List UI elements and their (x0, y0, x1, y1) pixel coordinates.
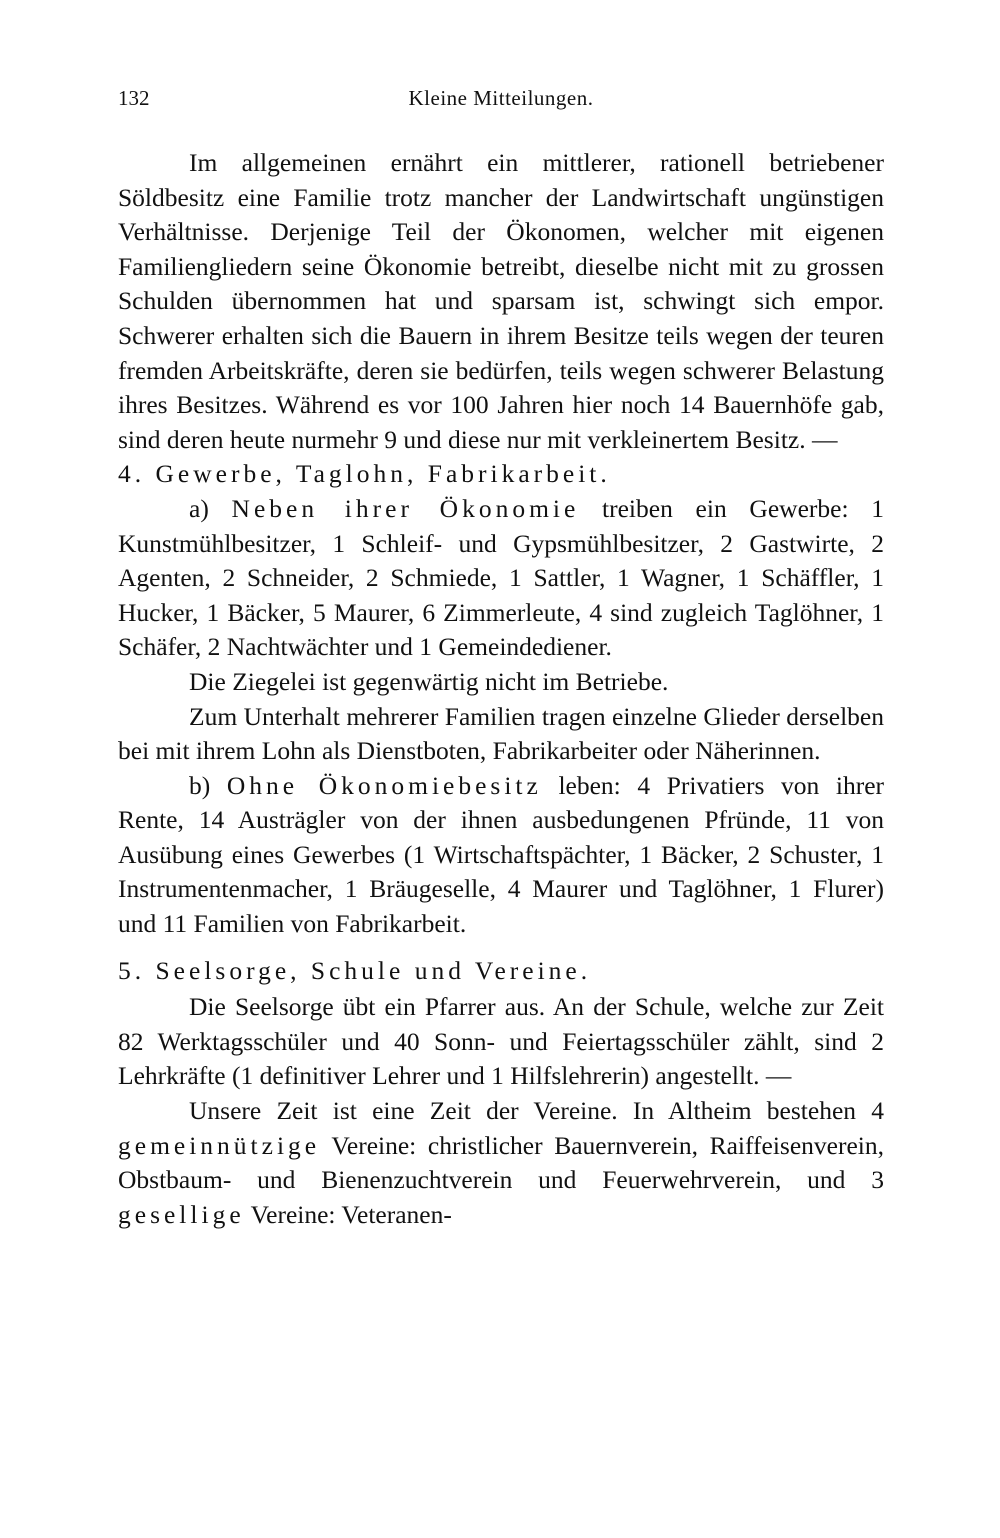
paragraph-brickworks: Die Ziegelei ist gegenwärtig nicht im Betriebe. (189, 666, 669, 696)
list-label-a: a) (189, 493, 209, 523)
spaced-emphasis: Ohne Ökonomiebesitz (226, 770, 542, 800)
paragraph-family-income: Zum Unterhalt mehrerer Familien tragen einzelne Glieder derselben bei mit ihrem Lohn als Dienstboten, Fabrikarbeiter oder Näherinnen. (118, 701, 884, 766)
paragraph-without-farm-text: leben: 4 Privatiers von ihrer Rente, 14 Austrägler von der ihnen ausbedungenen Pfründe, 11 von Ausübung eines Gewerbes (1 Wirtschaftspächter, 1 Bäcker, 2 Schuster, 1 Instrumentenmacher, 1 Bräugeselle, 4 Maurer und Taglöhner, 1 Flurer) und 11 Familien von Fabrikarbeit. (118, 770, 885, 939)
spaced-emphasis: Neben ihrer Ökonomie (231, 493, 580, 523)
paragraph-associations (118, 1094, 884, 1232)
associations-text-c: Vereine: Veteranen- (250, 1199, 452, 1229)
section-heading-4: 4. Gewerbe, Taglohn, Fabrikarbeit. (118, 459, 611, 489)
paragraph-trades-text: treiben ein Gewerbe: 1 Kunstmühlbesitzer, 1 Schleif- und Gypsmühlbesitzer, 2 Gastwirte, 2 Agenten, 2 Schneider, 2 Schmiede, 1 Sattler, 1 Wagner, 1 Schäffler, 1 Hucker, 1 Bäcker, 5 Maurer, 6 Zimmerleute, 4 sind zugleich Taglöhner, 1 Schäfer, 2 Nachtwächter und 1 Gemeindediener. (118, 493, 884, 662)
list-label-b: b) (189, 770, 211, 800)
associations-text-a: Unsere Zeit ist eine Zeit der Vereine. In Altheim bestehen 4 (189, 1096, 884, 1126)
section-heading-5: 5. Seelsorge, Schule und Vereine. (118, 955, 592, 985)
page-header (118, 86, 884, 120)
spaced-emphasis: gesellige (118, 1199, 245, 1229)
paragraph-agriculture: Im allgemeinen ernährt ein mittlerer, rationell betriebener Söldbesitz eine Familie trotz mancher der Landwirtschaft ungünstigen Verhältnisse. Derjenige Teil der Ökonomen, welcher mit eigenen Familiengliedern seine Ökonomie betreibt, dieselbe nicht mit zu grossen Schulden übernommen hat und sparsam ist, schwingt sich empor. Schwerer erhalten sich die Bauern in ihrem Besitze teils wegen der teuren fremden Arbeitskräfte, deren sie bedürfen, teils wegen schwerer Belastung ihres Besitzes. Während es vor 100 Jahren hier noch 14 Bauernhöfe gab, sind deren heute nurmehr 9 und diese nur mit verkleinertem Besitz. — (118, 148, 884, 454)
paragraph-trades (118, 492, 884, 665)
paragraph-pastoral-school: Die Seelsorge übt ein Pfarrer aus. An der Schule, welche zur Zeit 82 Werktagsschüler und 40 Sonn- und Feiertagsschüler zählt, sind 2 Lehrkräfte (1 definitiver Lehrer und 1 Hilfslehrerin) angestellt. — (118, 992, 884, 1091)
associations-text-b: Vereine: christlicher Bauernverein, Raiffeisenverein, Obstbaum- und Bienenzuchtverein und Feuerwehrverein, und 3 (118, 1130, 885, 1195)
spaced-emphasis: gemeinnützige (118, 1130, 321, 1160)
running-title: Kleine Mitteilungen. (408, 86, 594, 110)
page-number: 132 (118, 86, 150, 110)
paragraph-without-farm (118, 769, 884, 942)
body-text (118, 146, 884, 1232)
